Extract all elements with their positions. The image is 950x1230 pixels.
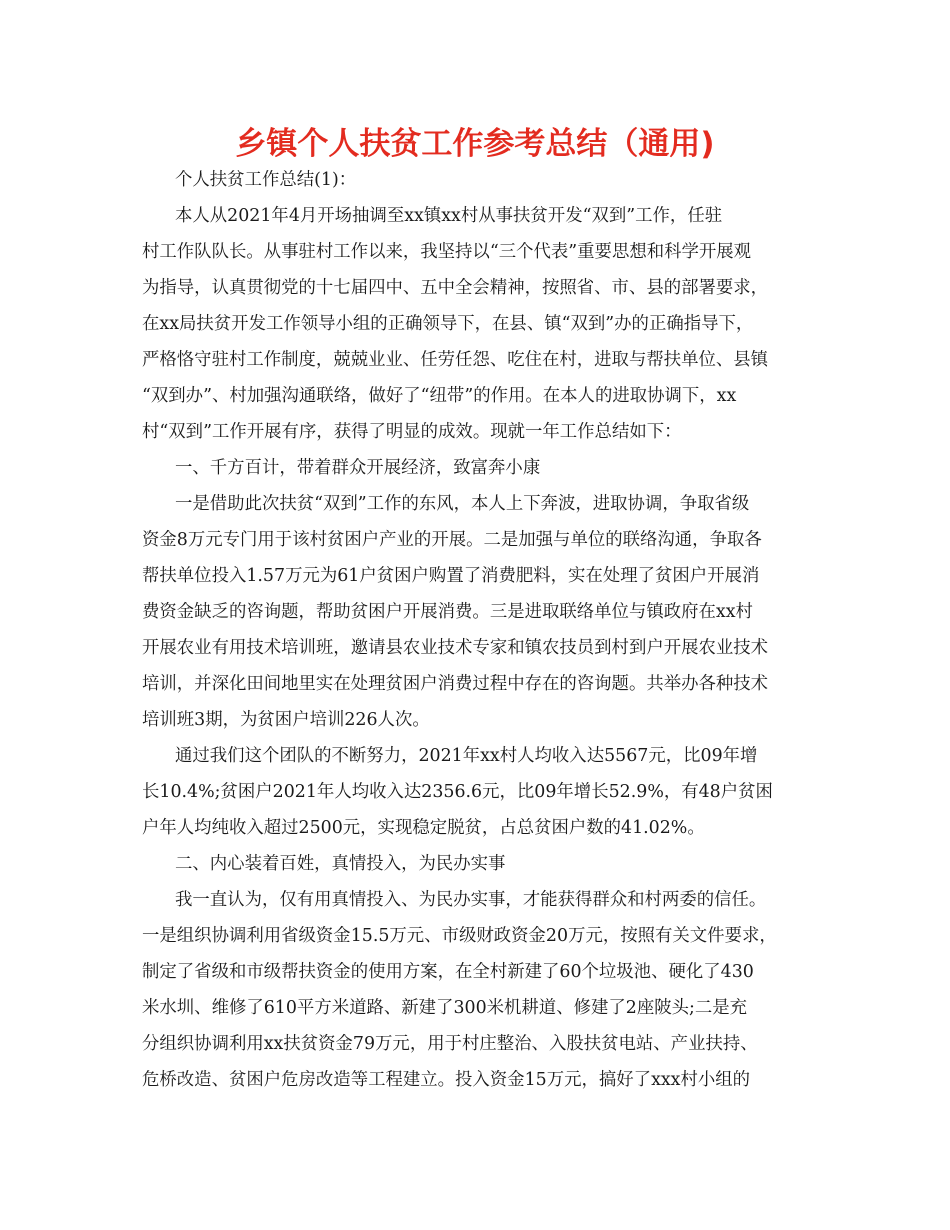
text-line: 本人从2021年4月开场抽调至xx镇xx村从事扶贫开发“双到”工作，任驻: [175, 206, 723, 226]
text-line: 一是组织协调利用省级资金15.5万元、市级财政资金20万元，按照有关文件要求，: [142, 926, 777, 946]
text-line: 米水圳、维修了610平方米道路、新建了300米机耕道、修建了2座陂头;二是充: [142, 998, 748, 1018]
text-line: 长10.4%;贫困户2021年人均收入达2356.6元，比09年增长52.9%，有48户贫困: [142, 782, 773, 802]
text-line: 通过我们这个团队的不断努力，2021年xx村人均收入达5567元，比09年增: [175, 746, 758, 766]
text-line: 培训班3期，为贫困户培训226人次。: [142, 710, 430, 730]
text-line: 分组织协调利用xx扶贫资金79万元，用于村庄整治、入股扶贫电站、产业扶持、: [142, 1034, 758, 1054]
text-line: “双到办”、村加强沟通联络，做好了“纽带”的作用。在本人的进取协调下，xx: [142, 386, 737, 406]
text-line: 户年人均纯收入超过2500元，实现稳定脱贫，占总贫困户数的41.02%。: [142, 818, 705, 838]
text-line: 村工作队队长。从事驻村工作以来，我坚持以“三个代表”重要思想和科学开展观: [142, 242, 752, 262]
text-line: 严格恪守驻村工作制度，兢兢业业、任劳任怨、吃住在村，进取与帮扶单位、县镇: [142, 350, 769, 370]
section-heading: 一、千方百计，带着群众开展经济，致富奔小康: [175, 458, 541, 478]
text-line: 帮扶单位投入1.57万元为61户贫困户购置了消费肥料，实在处理了贫困户开展消: [142, 566, 760, 586]
text-line: 开展农业有用技术培训班，邀请县农业技术专家和镇农技员到村到户开展农业技术: [142, 638, 769, 658]
text-line: 培训，并深化田间地里实在处理贫困户消费过程中存在的咨询题。共举办各种技术: [142, 674, 769, 694]
text-line: 为指导，认真贯彻党的十七届四中、五中全会精神，按照省、市、县的部署要求，: [142, 278, 769, 298]
text-line: 个人扶贫工作总结(1)：: [175, 170, 357, 190]
document-title: 乡镇个人扶贫工作参考总结（通用): [235, 126, 715, 162]
text-line: 在xx局扶贫开发工作领导小组的正确领导下，在县、镇“双到”办的正确指导下，: [142, 314, 754, 334]
text-line: 制定了省级和市级帮扶资金的使用方案，在全村新建了60个垃圾池、硬化了430: [142, 962, 754, 982]
text-line: 村“双到”工作开展有序，获得了明显的成效。现就一年工作总结如下：: [142, 422, 682, 442]
text-line: 资金8万元专门用于该村贫困户产业的开展。二是加强与单位的联络沟通，争取各: [142, 530, 762, 550]
text-line: 我一直认为，仅有用真情投入、为民办实事，才能获得群众和村两委的信任。: [175, 890, 767, 910]
text-line: 费资金缺乏的咨询题，帮助贫困户开展消费。三是进取联络单位与镇政府在xx村: [142, 602, 753, 622]
text-line: 一是借助此次扶贫“双到”工作的东风，本人上下奔波，进取协调，争取省级: [175, 494, 750, 514]
text-line: 危桥改造、贫困户危房改造等工程建立。投入资金15万元，搞好了xxx村小组的: [142, 1070, 751, 1090]
section-heading: 二、内心装着百姓，真情投入，为民办实事: [175, 854, 506, 874]
